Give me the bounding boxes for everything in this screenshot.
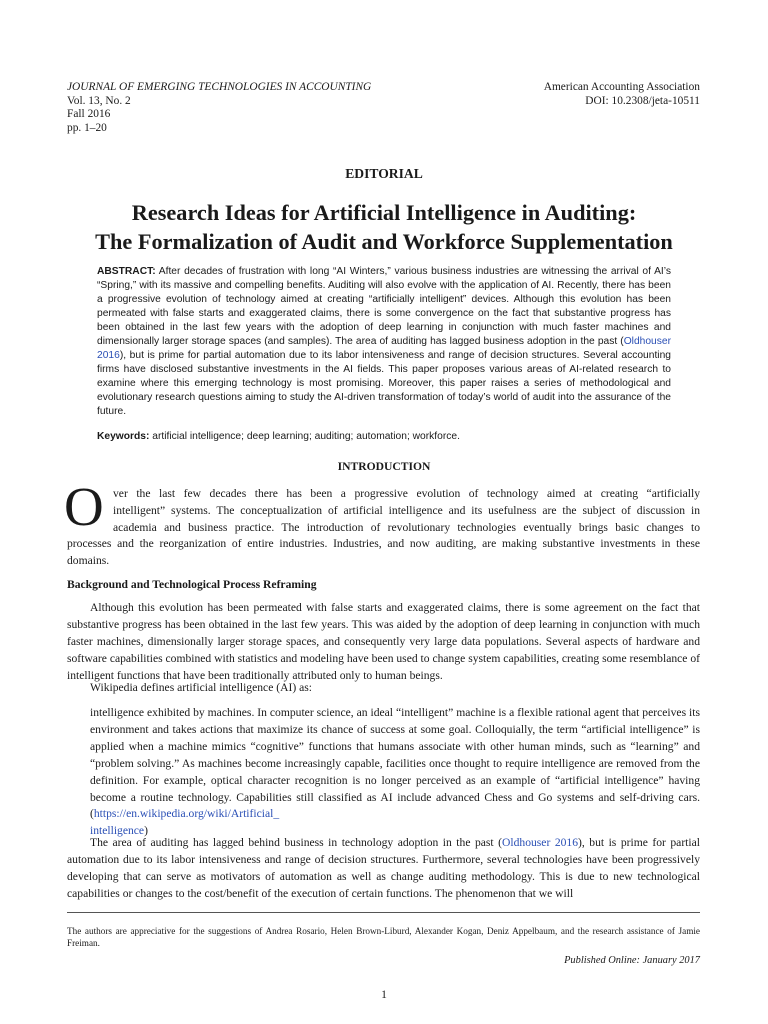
- page-number: 1: [381, 988, 387, 1001]
- abstract-citation-link[interactable]: Oldhouser 2016: [97, 336, 671, 362]
- abstract: [97, 265, 671, 420]
- intro-line-3: academia and business practice. The introduction of revolutionary technologies eventually brings basic changes to: [113, 520, 700, 534]
- paragraph-citation-link[interactable]: Oldhouser 2016: [502, 836, 579, 849]
- publisher-name: American Accounting Association: [543, 81, 700, 93]
- section-label: EDITORIAL: [345, 166, 423, 181]
- keywords-label: Keywords:: [97, 431, 150, 442]
- keywords: [97, 430, 671, 444]
- abstract-text-2: ), but is prime for partial automation due to its labor intensiveness and range of decision structures. Several accounting firms have disclosed substantive investments in the AI fields. This paper proposes various areas of AI-related research to examine where this emerging technology is most promising. Moreover, this paper raises a series of methodological and evolutionary research questions aiming to study the AI-driven transformation of today’s world of audit into the assurance of the future.: [97, 350, 671, 418]
- background-paragraph-2: Wikipedia defines artificial intelligence (AI) as:: [90, 681, 312, 694]
- abstract-text-1: After decades of frustration with long “AI Winters,” various business industries are witnessing the arrival of AI’s “Spring,” with its massive and compelling benefits. Auditing will also evolve with the application of AI. Recently, there has been a progressive evolution of technology aimed at creating “artificially intelligent” devices. Although this evolution has been permeated with false starts and exaggerated claims, there is some convergence on the fact that substantive progress has been obtained in the last few years with the adoption of deep learning in conjunction with much faster machines and dimensionally larger storage spaces (and samples). The area of auditing has lagged business adoption in the past (: [97, 266, 671, 348]
- background-heading: Background and Technological Process Reframing: [67, 578, 317, 591]
- intro-line-1: ver the last few decades there has been a progressive evolution of technology aimed at creating “artificially: [113, 487, 700, 500]
- wikipedia-quote: [90, 705, 700, 840]
- abstract-label: ABSTRACT:: [97, 266, 156, 277]
- quote-text: intelligence exhibited by machines. In computer science, an ideal “intelligent” machine is a flexible rational agent that perceives its environment and takes actions that maximize its chance of success at some goal. Colloquially, the term “artificial intelligence” is applied when a machine mimics “cognitive” functions that humans associate with other human minds, such as “learning” and “problem solving.” As machines become increasingly capable, facilities once thought to require intelligence are removed from the definition. For example, optical character recognition is no longer perceived as an example of “artificial intelligence” having become a routine technology. Capabilities still classified as AI include advanced Chess and Go systems and self-driving cars. (: [90, 706, 700, 821]
- footnote: The authors are appreciative for the suggestions of Andrea Rosario, Helen Brown-Liburd, Alexander Kogan, Deniz Appelbaum, and the research assistance of Jamie Freiman.: [67, 926, 700, 948]
- drop-cap: O: [64, 476, 104, 537]
- title-line-1: Research Ideas for Artificial Intelligence in Auditing:: [131, 200, 637, 225]
- introduction-heading: INTRODUCTION: [337, 460, 431, 473]
- journal-issue-date: Fall 2016: [67, 108, 111, 121]
- background-paragraph-3: The area of auditing has lagged behind business in technology adoption in the past (Oldhouser 2016), but is prime for partial automation due to its labor intensiveness and range of decision structures. Furthermore, several technologies have been progressively developing that can serve as motivators of automation as well as change auditing methodology. This is due to new technological capabilities or changes to the cost/benefit of the execution of certain functions. The phenomenon that we will: [67, 836, 700, 900]
- published-online: Published Online: January 2017: [564, 955, 700, 966]
- journal-pages: pp. 1–20: [67, 121, 107, 134]
- journal-volume: Vol. 13, No. 2: [67, 94, 131, 107]
- journal-title: JOURNAL OF EMERGING TECHNOLOGIES IN ACCOUNTING: [67, 81, 372, 93]
- doi: DOI: 10.2308/jeta-10511: [585, 94, 700, 107]
- paper-title: [40, 198, 728, 256]
- journal-header-left: [67, 81, 371, 135]
- background-paragraph-1: Although this evolution has been permeated with false starts and exaggerated claims, there is some agreement on the fact that substantive progress has been obtained in the last few years. This was aided by the adoption of deep learning in conjunction with much faster machines, dimensionally larger storage spaces, and consequently very large data populations. Several aspects of hardware and software capabilities combined with statistics and modeling have been used to change system capabilities, creating some resemblance of intelligent functions that have been traditionally attributed only to human beings.: [67, 601, 700, 682]
- keywords-text: artificial intelligence; deep learning; auditing; automation; workforce.: [149, 431, 460, 442]
- wikipedia-link[interactable]: https://en.wikipedia.org/wiki/Artificial_ intelligence: [90, 807, 280, 838]
- title-line-2: The Formalization of Audit and Workforce Supplementation: [95, 229, 673, 254]
- intro-line-2: intelligent” systems. The conceptualization of artificial intelligence and its usefulness are the subject of discussion in: [113, 503, 700, 517]
- journal-header-right: [544, 81, 700, 108]
- quote-end: ): [144, 824, 148, 838]
- introduction-continued: processes and the reorganization of entire industries. Industries, and now auditing, are making substantive investments in these domains.: [67, 537, 700, 567]
- introduction-first-lines: [113, 486, 700, 536]
- footnote-divider: [67, 912, 700, 913]
